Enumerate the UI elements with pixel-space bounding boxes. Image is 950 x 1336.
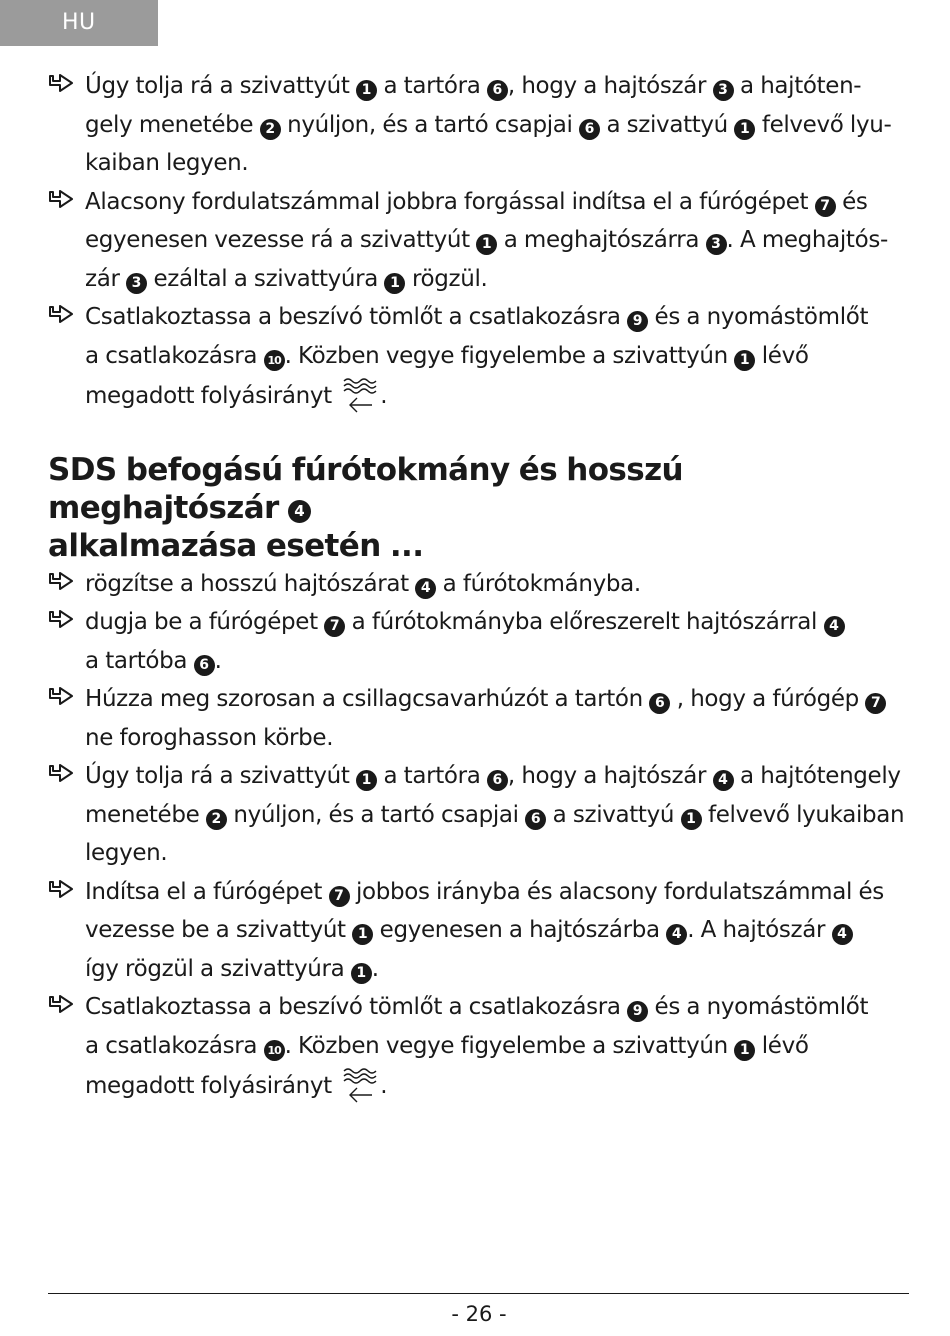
reference-number: 7 [324,616,345,637]
reference-number: 1 [384,273,405,294]
reference-number: 4 [824,616,845,637]
reference-number: 7 [865,693,886,714]
reference-number: 1 [356,80,377,101]
reference-number: 6 [487,770,508,791]
instruction-item: rögzítse a hosszú hajtószárat 4 a fúrótokmányba. [48,565,908,604]
hollow-arrow-icon [48,995,74,1019]
reference-number: 9 [627,1001,648,1022]
instruction-item: dugja be a fúrógépet 7 a fúrótokmányba előreszerelt hajtószárral 4 a tartóba 6 . [48,603,908,680]
page-number: - 26 - [451,1302,507,1326]
reference-number: 7 [815,196,836,217]
instruction-item: Húzza meg szorosan a csillagcsavarhúzót a tartón 6 , hogy a fúrógép 7 ne foroghasson körbe. [48,680,908,757]
language-tab: HU [0,0,158,46]
hollow-arrow-icon [48,610,74,634]
reference-number: 1 [356,770,377,791]
reference-number: 3 [126,273,147,294]
reference-number: 10 [264,350,285,371]
instruction-item: Indítsa el a fúrógépet 7 jobbos irányba és alacsony fordulatszámmal és vezesse be a szivattyút 1 egyenesen a hajtószárba 4 . A hajtószár 4 így rögzül a szivattyúra 1 . [48,873,908,989]
hollow-arrow-icon [48,572,74,596]
reference-number: 1 [734,350,755,371]
reference-number: 4 [288,500,311,523]
instruction-item: Alacsony fordulatszámmal jobbra forgással indítsa el a fúrógépet 7 és egyenesen vezesse rá a szivattyút 1 a meghajtószárra 3 . A meghajtós- zár 3 ezáltal a szivattyúra 1 rögzül. [48,183,908,299]
reference-number: 3 [713,80,734,101]
reference-number: 6 [487,80,508,101]
reference-number: 9 [627,311,648,332]
reference-number: 4 [666,924,687,945]
reference-number: 4 [713,770,734,791]
reference-number: 10 [264,1040,285,1061]
reference-number: 6 [649,693,670,714]
reference-number: 1 [476,234,497,255]
reference-number: 6 [579,119,600,140]
hollow-arrow-icon [48,687,74,711]
instruction-item: Úgy tolja rá a szivattyút 1 a tartóra 6 , hogy a hajtószár 3 a hajtóten- gely menetébe 2 nyúljon, és a tartó csapjai 6 a szivattyú 1 felvevő lyu- kaiban legyen. [48,67,908,183]
reference-number: 1 [352,924,373,945]
hollow-arrow-icon [48,880,74,904]
instruction-item: Csatlakoztassa a beszívó tömlőt a csatlakozásra 9 és a nyomástömlőt a csatlakozásra 10 . Közben vegye figyelembe a szivattyún 1 lévő megadott folyásirányt . [48,298,908,416]
instruction-list-2 [48,565,908,1106]
page-content [48,67,908,1106]
reference-number: 7 [329,886,350,907]
reference-number: 4 [832,924,853,945]
instruction-list-1 [48,67,908,416]
footer-divider [48,1293,909,1294]
flow-direction-icon [342,375,380,415]
instruction-item: Úgy tolja rá a szivattyút 1 a tartóra 6 , hogy a hajtószár 4 a hajtótengely menetébe 2 nyúljon, és a tartó csapjai 6 a szivattyú 1 felvevő lyukaiban legyen. [48,757,908,873]
reference-number: 4 [415,578,436,599]
reference-number: 2 [206,809,227,830]
reference-number: 1 [734,1040,755,1061]
hollow-arrow-icon [48,190,74,214]
hollow-arrow-icon [48,74,74,98]
reference-number: 6 [525,809,546,830]
reference-number: 6 [194,655,215,676]
reference-number: 1 [351,963,372,984]
reference-number: 3 [706,234,727,255]
reference-number: 1 [681,809,702,830]
section-heading: SDS befogású fúrótokmány és hosszú meghajtószár 4 alkalmazása esetén ... [48,451,684,564]
instruction-item: Csatlakoztassa a beszívó tömlőt a csatlakozásra 9 és a nyomástömlőt a csatlakozásra 10 . Közben vegye figyelembe a szivattyún 1 lévő megadott folyásirányt . [48,988,908,1106]
hollow-arrow-icon [48,305,74,329]
reference-number: 2 [260,119,281,140]
flow-direction-icon [342,1065,380,1105]
reference-number: 1 [734,119,755,140]
hollow-arrow-icon [48,764,74,788]
